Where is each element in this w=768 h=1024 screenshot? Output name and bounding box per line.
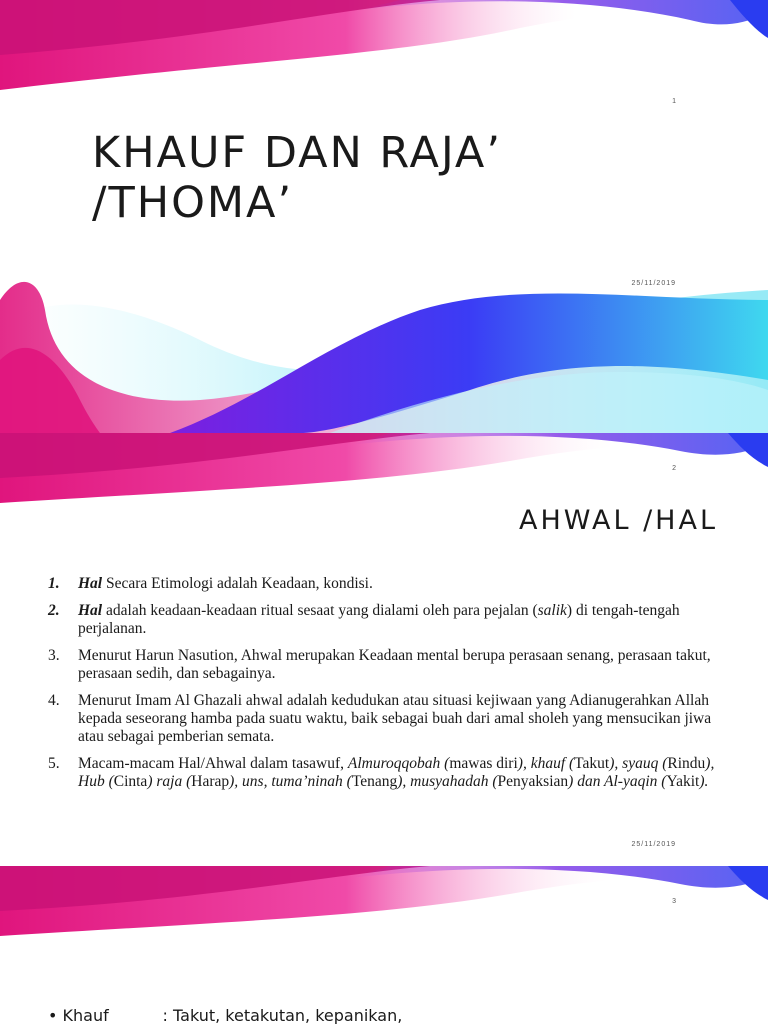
list-item: 5. Macam-macam Hal/Ahwal dalam tasawuf, Almuroqqobah (mawas diri), khauf (Takut), syauq (Rindu), Hub (Cinta) raja (Harap), uns, tuma’ninah (Tenang), musyahadah (Penyaksian) dan Al-yaqin (Yakit). <box>48 755 715 790</box>
page-number: 1 <box>672 98 676 105</box>
slide-date: 25/11/2019 <box>631 280 676 287</box>
slide-title: AHWAL /HAL <box>518 505 718 536</box>
wave-decoration-header <box>0 433 768 513</box>
bullet-text: : Takut, ketakutan, kepanikan, <box>162 1006 403 1024</box>
slide-title <box>92 128 502 228</box>
page-number: 3 <box>672 898 676 905</box>
page-number: 2 <box>672 465 676 472</box>
slide-3 <box>0 866 768 1024</box>
slide-2 <box>0 433 768 866</box>
list-item: 4. Menurut Imam Al Ghazali ahwal adalah kedudukan atau situasi kejiwaan yang Adianugerahkan Allah kepada seseorang hamba pada suatu waktu, baik sebagai buah dari amal sholeh yang mensucikan jiwa atau sebagai pemberian semata. <box>48 692 712 745</box>
slide-1 <box>0 0 768 433</box>
list-item: 1. Hal Secara Etimologi adalah Keadaan, kondisi. <box>48 575 373 592</box>
title-line-2: /THOMA’ <box>92 178 294 228</box>
bullet-item <box>48 1006 402 1024</box>
wave-decoration-header <box>0 866 768 946</box>
title-line-1: KHAUF DAN RAJA’ <box>92 128 502 178</box>
bullet-term: Khauf <box>62 1006 109 1024</box>
ahwal-list <box>48 575 728 800</box>
slide-date: 25/11/2019 <box>631 841 676 848</box>
bullet-mark: • <box>48 1006 58 1024</box>
list-item: 2. Hal adalah keadaan-keadaan ritual sesaat yang dialami oleh para pejalan (salik) di tengah-tengah perjalanan. <box>48 602 680 637</box>
list-item: 3. Menurut Harun Nasution, Ahwal merupakan Keadaan mental berupa perasaan senang, perasaan takut, perasaan sedih, dan sebagainya. <box>48 647 711 682</box>
